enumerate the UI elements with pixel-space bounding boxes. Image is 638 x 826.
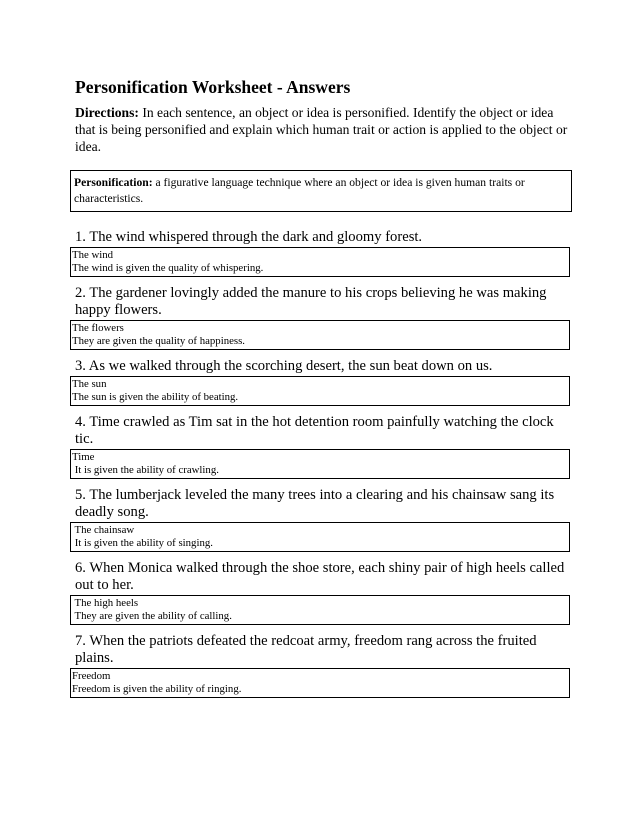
answer-explanation: It is given the ability of crawling. — [72, 464, 219, 476]
question-2 — [72, 285, 570, 350]
answer-box — [70, 320, 570, 350]
question-1 — [72, 229, 570, 277]
answer-box — [70, 247, 570, 277]
question-text: 5. The lumberjack leveled the many trees into a clearing and his chainsaw sang its deadly song. — [75, 487, 555, 520]
answer-object: The high heels — [72, 597, 139, 609]
question-text: 6. When Monica walked through the shoe store, each shiny pair of high heels called out to her. — [75, 560, 565, 593]
question-5 — [72, 487, 570, 552]
question-text: 2. The gardener lovingly added the manure to his crops believing he was making happy flowers. — [75, 285, 547, 318]
directions — [75, 104, 570, 155]
answer-explanation: It is given the ability of singing. — [72, 537, 213, 549]
worksheet-page — [72, 76, 570, 706]
answer-explanation: The wind is given the quality of whispering. — [72, 262, 264, 274]
question-4 — [72, 414, 570, 479]
question-text: 4. Time crawled as Tim sat in the hot detention room painfully watching the clock tic. — [75, 414, 554, 447]
answer-object: The sun — [72, 378, 107, 390]
answer-box — [70, 522, 570, 552]
directions-label: Directions: — [75, 105, 139, 120]
answer-explanation: They are given the quality of happiness. — [72, 335, 245, 347]
directions-text: In each sentence, an object or idea is personified. Identify the object or idea that is being personified and explain which human trait or action is applied to the object or idea. — [75, 105, 568, 154]
question-text: 1. The wind whispered through the dark and gloomy forest. — [75, 229, 423, 245]
answer-explanation: Freedom is given the ability of ringing. — [72, 683, 242, 695]
definition-text: a figurative language technique where an object or idea is given human traits or characteristics. — [74, 176, 525, 205]
answer-object: The wind — [72, 249, 114, 261]
answer-object: The flowers — [72, 322, 124, 334]
definition-box — [70, 170, 572, 212]
answer-box — [70, 595, 570, 625]
question-7 — [72, 633, 570, 698]
definition-label: Personification: — [74, 176, 153, 189]
answer-object: Freedom — [72, 670, 111, 682]
answer-explanation: The sun is given the ability of beating. — [72, 391, 239, 403]
answer-object: The chainsaw — [72, 524, 135, 536]
question-3 — [72, 358, 570, 406]
question-text: 3. As we walked through the scorching desert, the sun beat down on us. — [75, 358, 493, 374]
answer-object: Time — [72, 451, 95, 463]
answer-explanation: They are given the ability of calling. — [72, 610, 232, 622]
answer-box — [70, 449, 570, 479]
page-title: Personification Worksheet - Answers — [75, 77, 351, 97]
answer-box — [70, 668, 570, 698]
question-6 — [72, 560, 570, 625]
question-text: 7. When the patriots defeated the redcoat army, freedom rang across the fruited plains. — [75, 633, 537, 666]
answer-box — [70, 376, 570, 406]
